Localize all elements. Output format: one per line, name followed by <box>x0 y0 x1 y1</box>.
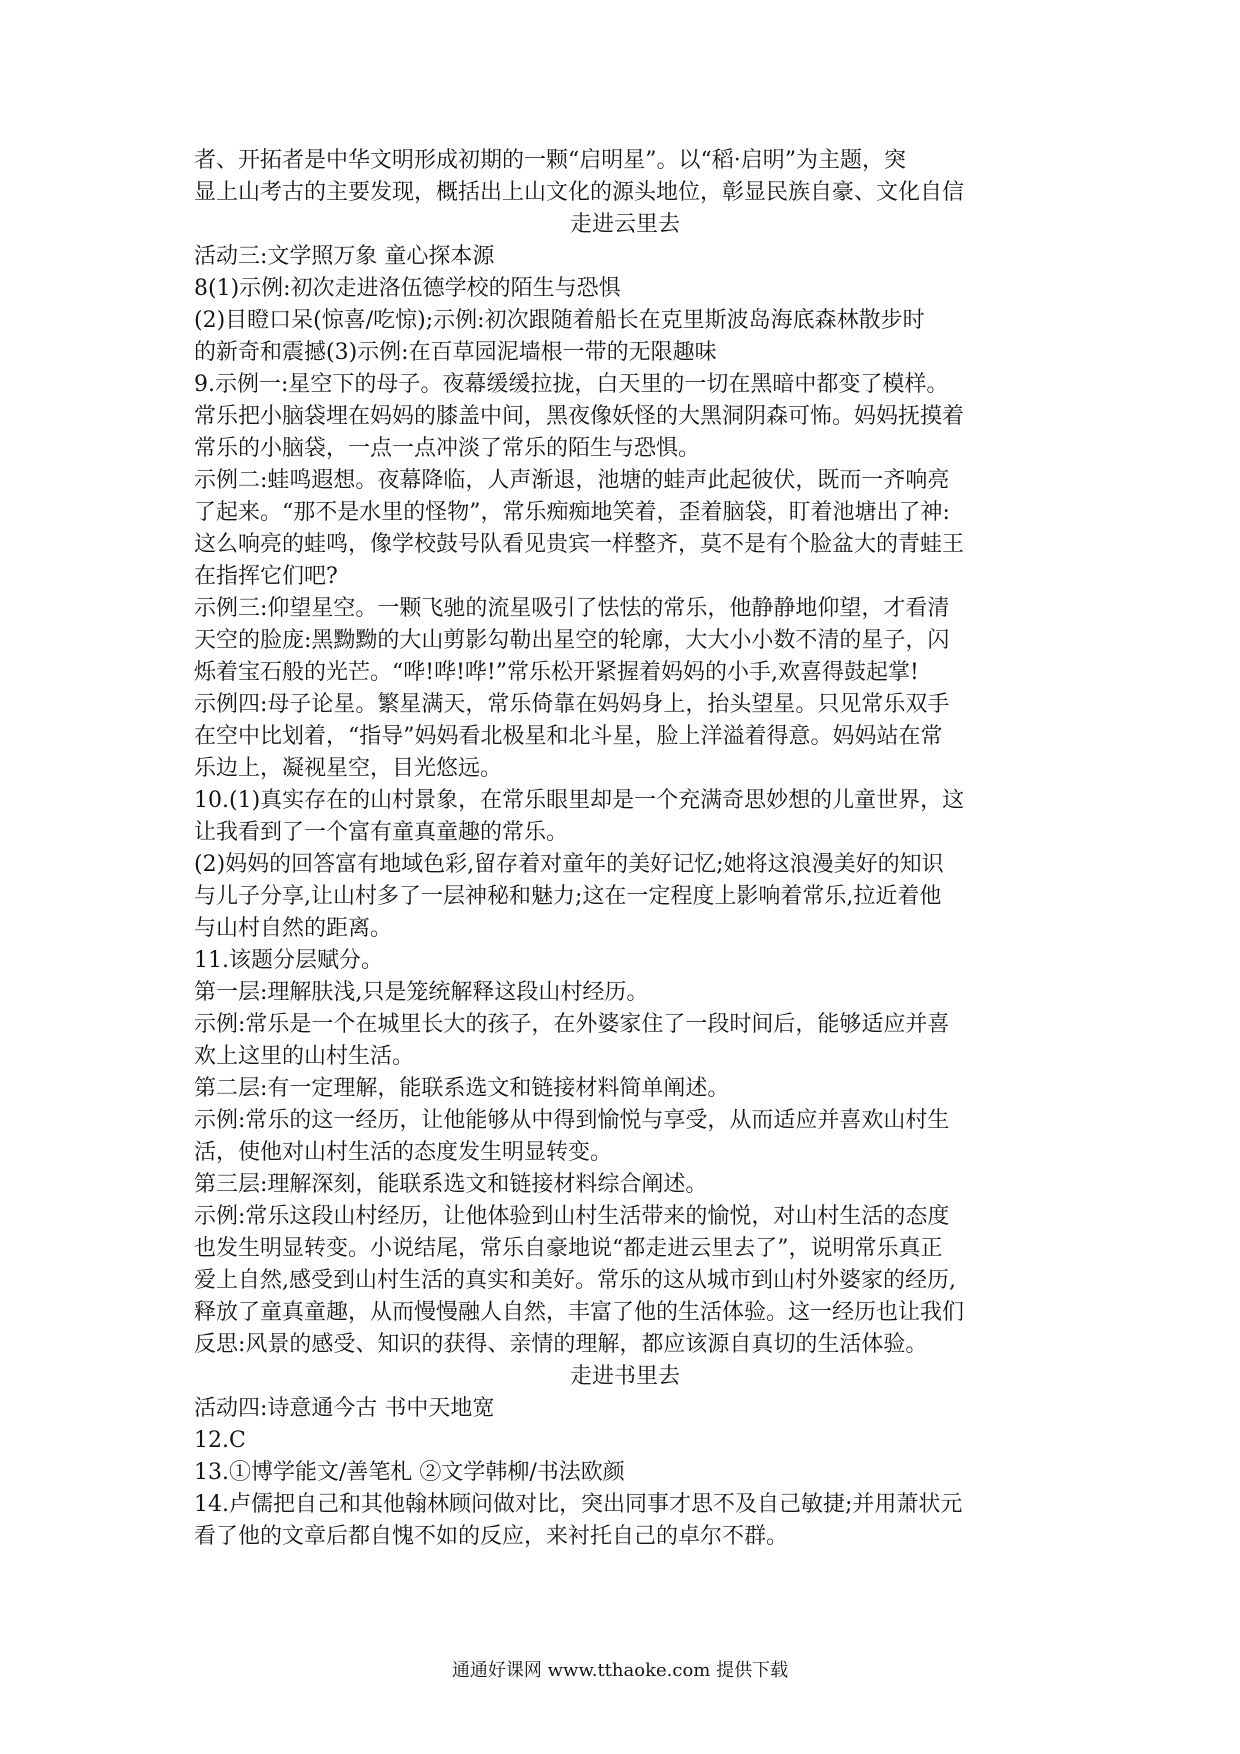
text-line: (2)目瞪口呆(惊喜/吃惊);示例:初次跟随着船长在克里斯波岛海底森林散步时 <box>194 308 925 333</box>
text-line: 10.(1)真实存在的山村景象，在常乐眼里却是一个充满奇思妙想的儿童世界，这 <box>194 788 965 813</box>
text-line: 示例:常乐这段山村经历，让他体验到山村生活带来的愉悦，对山村生活的态度 <box>194 1204 950 1229</box>
text-line: 9.示例一:星空下的母子。夜幕缓缓拉拢，白天里的一切在黑暗中都变了模样。 <box>194 372 949 397</box>
text-line: 看了他的文章后都自愧不如的反应，来衬托自己的卓尔不群。 <box>194 1524 789 1549</box>
text-line: 者、开拓者是中华文明形成初期的一颗“启明星”。以“稻·启明”为主题，突 <box>194 148 906 173</box>
text-line: 在空中比划着，“指导”妈妈看北极星和北斗星，脸上洋溢着得意。妈妈站在常 <box>194 724 943 749</box>
text-line: 第三层:理解深刻，能联系选文和链接材料综合阐述。 <box>194 1172 708 1197</box>
text-line: 释放了童真童趣，从而慢慢融人自然，丰富了他的生活体验。这一经历也让我们 <box>194 1300 965 1325</box>
text-line: 8(1)示例:初次走进洛伍德学校的陌生与恐惧 <box>194 276 621 301</box>
text-line: 示例:常乐是一个在城里长大的孩子，在外婆家住了一段时间后，能够适应并喜 <box>194 1012 950 1037</box>
text-line: 13.①博学能文/善笔札 ②文学韩柳/书法欧颜 <box>194 1460 625 1485</box>
text-line: (2)妈妈的回答富有地域色彩,留存着对童年的美好记忆;她将这浪漫美好的知识 <box>194 852 944 877</box>
text-line: 让我看到了一个富有童真童趣的常乐。 <box>194 820 569 845</box>
text-line: 示例二:蛙鸣遐想。夜幕降临，人声渐退，池塘的蛙声此起彼伏，既而一齐响亮 <box>194 468 950 493</box>
text-line: 乐边上，凝视星空，目光悠远。 <box>194 756 503 781</box>
activity-title: 活动三:文学照万象 童心探本源 <box>194 244 495 269</box>
text-line: 示例三:仰望星空。一颗飞驰的流星吸引了怯怯的常乐，他静静地仰望，才看清 <box>194 596 950 621</box>
section-heading: 走进书里去 <box>569 1364 680 1389</box>
text-line: 这么响亮的蛙鸣，像学校鼓号队看见贵宾一样整齐，莫不是有个脸盆大的青蛙王 <box>194 532 965 557</box>
text-line: 示例:常乐的这一经历，让他能够从中得到愉悦与享受，从而适应并喜欢山村生 <box>194 1108 950 1133</box>
section-heading: 走进云里去 <box>569 212 680 237</box>
text-line: 也发生明显转变。小说结尾，常乐自豪地说“都走进云里去了”，说明常乐真正 <box>194 1236 943 1261</box>
text-line: 了起来。“那不是水里的怪物”，常乐痴痴地笑着，歪着脑袋，盯着池塘出了神: <box>194 500 950 525</box>
text-line: 12.C <box>194 1428 246 1453</box>
text-line: 显上山考古的主要发现，概括出上山文化的源头地位，彰显民族自豪、文化自信 <box>194 180 965 205</box>
text-line: 第二层:有一定理解，能联系选文和链接材料简单阐述。 <box>194 1076 730 1101</box>
text-line: 与儿子分享,让山村多了一层神秘和魅力;这在一定程度上影响着常乐,拉近着他 <box>194 884 942 909</box>
text-line: 活，使他对山村生活的态度发生明显转变。 <box>194 1140 613 1165</box>
document-body <box>194 145 1056 1553</box>
text-line: 与山村自然的距离。 <box>194 916 393 941</box>
text-line: 14.卢儒把自己和其他翰林顾问做对比，突出同事才思不及自己敏捷;并用萧状元 <box>194 1492 963 1517</box>
text-line: 欢上这里的山村生活。 <box>194 1044 415 1069</box>
page-footer: 通通好课网 www.tthaoke.com 提供下载 <box>451 1660 789 1681</box>
text-line: 第一层:理解肤浅,只是笼统解释这段山村经历。 <box>194 980 649 1005</box>
text-line: 的新奇和震撼(3)示例:在百草园泥墙根一带的无限趣味 <box>194 340 717 365</box>
text-line: 示例四:母子论星。繁星满天，常乐倚靠在妈妈身上，抬头望星。只见常乐双手 <box>194 692 950 717</box>
text-line: 常乐的小脑袋，一点一点冲淡了常乐的陌生与恐惧。 <box>194 436 701 461</box>
text-line: 反思:风景的感受、知识的获得、亲情的理解，都应该源自真切的生活体验。 <box>194 1332 928 1357</box>
text-line: 天空的脸庞:黑黝黝的大山剪影勾勒出星空的轮廓，大大小小数不清的星子，闪 <box>194 628 950 653</box>
activity-title: 活动四:诗意通今古 书中天地宽 <box>194 1396 495 1421</box>
text-line: 11.该题分层赋分。 <box>194 948 383 973</box>
text-line: 在指挥它们吧? <box>194 564 338 589</box>
text-line: 爱上自然,感受到山村生活的真实和美好。常乐的这从城市到山村外婆家的经历, <box>194 1268 956 1293</box>
text-line: 常乐把小脑袋埋在妈妈的膝盖中间，黑夜像妖怪的大黑洞阴森可怖。妈妈抚摸着 <box>194 404 965 429</box>
text-line: 烁着宝石般的光芒。“哗!哗!哗!”常乐松开紧握着妈妈的小手,欢喜得鼓起掌! <box>194 660 919 685</box>
